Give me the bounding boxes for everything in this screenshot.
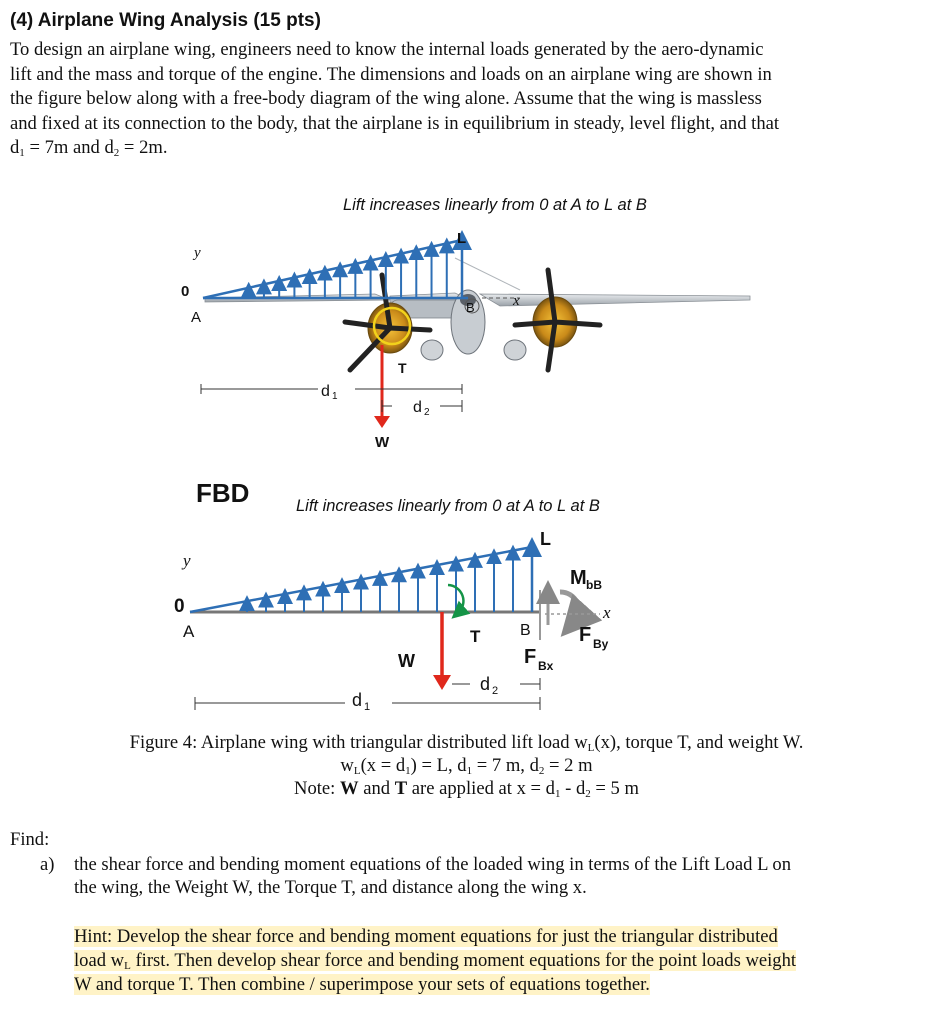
caption-line-3-sub-2: 2: [585, 788, 591, 800]
fbd-label-B: B: [520, 622, 531, 639]
hint-line-2-a: load w: [74, 950, 125, 971]
fbd-lift-caption: Lift increases linearly from 0 at A to L at B: [296, 497, 600, 515]
top-label-B: B: [466, 300, 475, 315]
fbd-reaction-moment-arrow: [560, 592, 579, 622]
intro-d2-eq: = 2m.: [119, 137, 168, 158]
intro-d1-sub: 1: [19, 147, 25, 159]
fbd-dimension-d2: [452, 674, 540, 697]
fbd-label-M-sub: bB: [586, 578, 602, 592]
caption-line-3-W: W: [339, 778, 359, 799]
fbd-label-W: W: [398, 651, 415, 671]
caption-line-3-T: T: [394, 778, 408, 799]
fbd-heading: FBD: [196, 478, 250, 508]
caption-line-2-sub-L: L: [353, 765, 361, 777]
fbd-label-Fby-sub: By: [593, 637, 609, 651]
fbd-label-d2: d: [480, 674, 491, 694]
caption-line-3-mid: are applied at x = d: [407, 778, 555, 799]
hint-box: [74, 925, 914, 997]
part-a-line-1: the shear force and bending moment equations of the loaded wing in terms of the Lift Load L on: [74, 854, 792, 875]
caption-line-2-sub-2: 2: [538, 765, 545, 777]
top-label-W: W: [375, 434, 390, 451]
intro-line-2: lift and the mass and torque of the engine. The dimensions and loads on an airplane wing are shown in: [10, 63, 772, 85]
fbd-label-Fbx: F: [524, 646, 537, 668]
fbd-label-T: T: [470, 627, 481, 646]
fbd-label-L: L: [540, 529, 551, 549]
top-label-0: 0: [181, 283, 190, 300]
part-a: [40, 853, 910, 899]
top-label-A: A: [191, 309, 202, 326]
caption-line-1: [0, 731, 933, 754]
caption-line-2-d: = 7 m, d: [472, 755, 539, 776]
caption-line-1-a: Figure 4: Airplane wing with triangular distributed lift load w: [129, 732, 588, 753]
caption-line-2-c: ) = L, d: [410, 755, 467, 776]
fbd-label-d2-sub: 2: [492, 685, 499, 697]
top-label-x: x: [513, 293, 520, 309]
figure-caption: [0, 731, 933, 800]
caption-line-1-b: (x), torque T, and weight W.: [594, 732, 804, 753]
hint-line-2: [74, 950, 796, 971]
hint-line-2-sub: L: [124, 960, 131, 972]
hint-line-3: W and torque T. Then combine / superimpose your sets of equations together.: [74, 974, 650, 995]
fbd-label-x: x: [603, 603, 611, 622]
caption-line-3-end: = 5 m: [590, 778, 639, 799]
part-a-line-2: the wing, the Weight W, the Torque T, and distance along the wing x.: [74, 877, 587, 898]
intro-line-3: the figure below along with a free-body diagram of the wing alone. Assume that the wing is massless: [10, 88, 762, 109]
part-a-label: a): [40, 854, 55, 875]
top-label-d2-sub: 2: [424, 407, 430, 418]
top-label-L: L: [457, 230, 467, 247]
fbd-label-d1: d: [352, 690, 363, 710]
intro-line-1: To design an airplane wing, engineers need to know the internal loads generated by the aero-dynamic: [10, 39, 764, 60]
fbd-label-M: M: [570, 567, 587, 589]
intro-line-4: and fixed at its connection to the body, that the airplane is in equilibrium in steady, level flight, and that: [10, 112, 780, 134]
find-heading: Find:: [10, 829, 50, 850]
caption-line-2-sub-1b: 1: [466, 765, 473, 777]
caption-line-2-b: (x = d: [360, 755, 406, 776]
top-label-T: T: [398, 360, 407, 376]
fbd-label-A: A: [183, 622, 195, 641]
problem-title: (4) Airplane Wing Analysis (15 pts): [10, 10, 321, 31]
caption-line-3-sub-1: 1: [554, 788, 561, 800]
fbd-label-Fbx-sub: Bx: [538, 659, 554, 673]
intro-d2-sub: 2: [113, 147, 120, 159]
caption-line-2-e: = 2 m: [544, 755, 593, 776]
caption-line-3-minus: - d: [560, 778, 586, 799]
top-figure-lift-caption: Lift increases linearly from 0 at A to L at B: [343, 196, 647, 214]
caption-line-2: [0, 754, 933, 777]
hint-line-1: Hint: Develop the shear force and bending moment equations for just the triangular distributed: [74, 926, 778, 947]
fbd-label-Fby: F: [579, 624, 592, 646]
fbd-label-d1-sub: 1: [364, 701, 371, 713]
fbd-label-y: y: [183, 551, 191, 570]
top-label-d2: d: [413, 399, 422, 416]
caption-line-1-sub: L: [587, 742, 595, 754]
hint-line-2-b: first. Then develop shear force and bending moment equations for the point loads weight: [130, 950, 797, 971]
top-label-d1: d: [321, 383, 330, 400]
intro-d1: d: [10, 137, 20, 158]
caption-line-3: [0, 777, 933, 800]
fbd-label-0: 0: [174, 596, 185, 617]
caption-line-3-and: and: [358, 778, 395, 799]
fbd-lift-arrows: [247, 553, 513, 612]
top-label-y: y: [194, 245, 201, 261]
top-label-d1-sub: 1: [332, 391, 338, 402]
caption-line-2-a: w: [340, 755, 354, 776]
caption-line-2-sub-1: 1: [405, 765, 411, 777]
caption-line-3-a: Note:: [294, 778, 340, 799]
intro-d1-eq: = 7m and d: [24, 137, 114, 158]
